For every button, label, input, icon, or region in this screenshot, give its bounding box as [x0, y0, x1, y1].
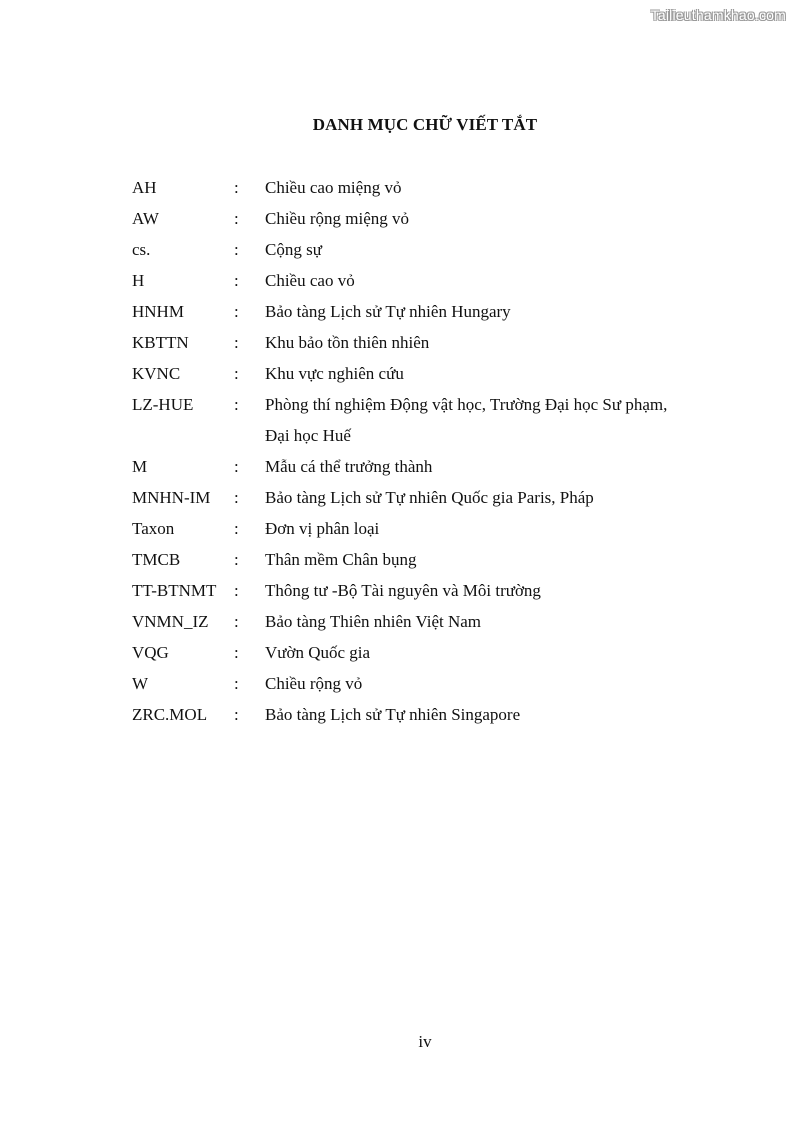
abbreviation-term: TMCB [132, 550, 181, 569]
definition-line: Bảo tàng Lịch sử Tự nhiên Quốc gia Paris, Pháp [265, 488, 594, 507]
definition-line: Chiều cao miệng vỏ [265, 178, 402, 197]
abbreviation-term: AW [132, 209, 159, 228]
definition-line: Cộng sự [265, 240, 322, 259]
abbreviation-row [132, 389, 732, 451]
abbreviation-definition [265, 699, 732, 730]
abbreviation-row [132, 234, 732, 265]
abbreviation-row [132, 575, 732, 606]
definition-line: Đơn vị phân loại [265, 519, 380, 538]
abbreviation-definition [265, 668, 732, 699]
abbreviation-term: AH [132, 178, 157, 197]
abbreviation-separator: : [234, 364, 239, 383]
abbreviation-definition [265, 575, 732, 606]
abbreviation-term: M [132, 457, 148, 476]
abbreviation-term: H [132, 271, 145, 290]
abbreviation-separator: : [234, 705, 239, 724]
abbreviation-separator: : [234, 271, 239, 290]
abbreviation-term: W [132, 674, 149, 693]
definition-line: Bảo tàng Lịch sử Tự nhiên Singapore [265, 705, 521, 724]
definition-line: Vườn Quốc gia [265, 643, 371, 662]
definition-line: Khu vực nghiên cứu [265, 364, 404, 383]
abbreviation-separator: : [234, 395, 239, 414]
abbreviation-row [132, 668, 732, 699]
abbreviation-row [132, 358, 732, 389]
abbreviation-separator: : [234, 209, 239, 228]
page-number: iv [418, 1032, 432, 1051]
definition-line: Khu bảo tồn thiên nhiên [265, 333, 430, 352]
abbreviation-term: TT-BTNMT [132, 581, 217, 600]
abbreviation-separator: : [234, 457, 239, 476]
page-title: DANH MỤC CHỮ VIẾT TẮT [312, 115, 538, 134]
abbreviation-row [132, 637, 732, 668]
abbreviation-separator: : [234, 674, 239, 693]
definition-line: Phòng thí nghiệm Động vật học, Trường Đại học Sư phạm, [265, 395, 668, 414]
abbreviation-term: VQG [132, 643, 169, 662]
definition-line: Chiều cao vỏ [265, 271, 355, 290]
abbreviation-row [132, 296, 732, 327]
abbreviation-term: KBTTN [132, 333, 189, 352]
definition-line: Thân mềm Chân bụng [265, 550, 417, 569]
abbreviation-term: cs. [132, 240, 151, 259]
abbreviation-row [132, 482, 732, 513]
abbreviation-definition [265, 265, 732, 296]
definition-line: Mẫu cá thể trưởng thành [265, 457, 433, 476]
abbreviation-separator: : [234, 550, 239, 569]
abbreviation-row [132, 606, 732, 637]
abbreviation-row [132, 513, 732, 544]
abbreviation-separator: : [234, 240, 239, 259]
abbreviation-definition [265, 327, 732, 358]
abbreviation-separator: : [234, 581, 239, 600]
definition-line: Chiều rộng miệng vỏ [265, 209, 410, 228]
abbreviation-separator: : [234, 612, 239, 631]
abbreviation-definition [265, 637, 732, 668]
definition-line: Bảo tàng Thiên nhiên Việt Nam [265, 612, 482, 631]
abbreviation-separator: : [234, 643, 239, 662]
abbreviation-term: HNHM [132, 302, 184, 321]
abbreviation-definition [265, 482, 732, 513]
definition-line: Chiều rộng vỏ [265, 674, 363, 693]
abbreviation-definition [265, 358, 732, 389]
abbreviation-row [132, 544, 732, 575]
abbreviation-term: ZRC.MOL [132, 705, 208, 724]
abbreviation-term: MNHN-IM [132, 488, 211, 507]
abbreviation-definition [265, 296, 732, 327]
abbreviation-row [132, 451, 732, 482]
abbreviation-definition [265, 606, 732, 637]
abbreviation-separator: : [234, 333, 239, 352]
abbreviation-separator: : [234, 519, 239, 538]
abbreviation-definition [265, 389, 732, 451]
abbreviation-list [132, 172, 732, 730]
watermark-text: Tailieuthamkhao.com [650, 7, 786, 23]
abbreviation-definition [265, 172, 732, 203]
abbreviation-row [132, 172, 732, 203]
abbreviation-term: Taxon [132, 519, 175, 538]
definition-line: Đại học Huế [265, 426, 351, 445]
abbreviation-definition [265, 451, 732, 482]
abbreviation-row [132, 699, 732, 730]
abbreviation-definition [265, 513, 732, 544]
abbreviation-term: VNMN_IZ [132, 612, 209, 631]
abbreviation-row [132, 265, 732, 296]
abbreviation-separator: : [234, 178, 239, 197]
abbreviation-definition [265, 234, 732, 265]
definition-line: Thông tư -Bộ Tài nguyên và Môi trường [265, 581, 541, 600]
abbreviation-separator: : [234, 488, 239, 507]
abbreviation-definition [265, 203, 732, 234]
abbreviation-row [132, 203, 732, 234]
abbreviation-term: KVNC [132, 364, 181, 383]
abbreviation-separator: : [234, 302, 239, 321]
abbreviation-term: LZ-HUE [132, 395, 194, 414]
abbreviation-definition [265, 544, 732, 575]
abbreviation-row [132, 327, 732, 358]
definition-line: Bảo tàng Lịch sử Tự nhiên Hungary [265, 302, 511, 321]
